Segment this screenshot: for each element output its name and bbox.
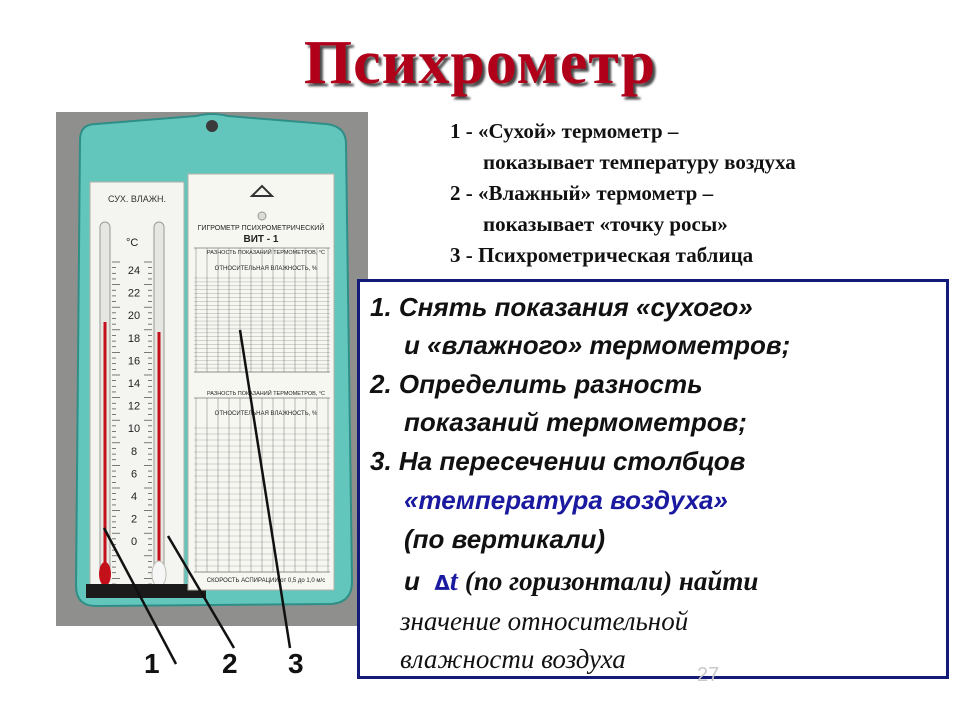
callout-line-1	[104, 528, 176, 664]
scale-label: 6	[130, 468, 138, 481]
table-header-1: РАЗНОСТЬ ПОКАЗАНИЙ ТЕРМОМЕТРОВ, °С	[206, 250, 326, 256]
table-header-3: РАЗНОСТЬ ПОКАЗАНИЙ ТЕРМОМЕТРОВ, °С	[206, 391, 326, 397]
step-3-and	[404, 566, 758, 598]
page-title: Психрометр	[303, 29, 657, 97]
scale-label: 10	[127, 423, 141, 436]
step-1-line-2: и «влажного» термометров;	[404, 330, 791, 360]
delta-symbol: Δ	[434, 571, 450, 595]
step-3-and-word: и	[404, 566, 420, 596]
step-1-line-1: 1. Снять показания «сухого»	[370, 292, 753, 322]
scale-label: 2	[130, 513, 138, 526]
scale-label: 12	[127, 400, 141, 413]
step-3-line-1: 3. На пересечении столбцов	[370, 446, 746, 476]
callout-1: 1	[144, 648, 160, 679]
scale-label: 16	[127, 355, 141, 368]
scale-label: 0	[130, 536, 138, 549]
step-2-line-1: 2. Определить разность	[370, 369, 703, 399]
step-3-line-2: «температура воздуха»	[404, 485, 728, 515]
callout-2: 2	[222, 648, 238, 679]
scale-label: 14	[127, 378, 141, 390]
steps-box	[357, 279, 949, 679]
step-3-line-5: значение относительной	[400, 606, 689, 636]
scale-unit: °С	[126, 237, 139, 249]
t-symbol: t	[449, 566, 458, 597]
page-number: 27	[697, 664, 720, 686]
callout-3: 3	[288, 648, 304, 679]
legend-item-2: 2 - «Влажный» термометр –	[450, 181, 714, 205]
table-footer: СКОРОСТЬ АСПИРАЦИИ от 0,5 до 1,0 м/с	[206, 578, 326, 584]
legend-item-1: 1 - «Сухой» термометр –	[450, 119, 679, 143]
legend-item-2-desc: показывает «точку росы»	[483, 212, 728, 236]
scale-label: 4	[130, 491, 138, 503]
step-3-line-3: (по вертикали)	[404, 524, 606, 554]
table-header-2: ОТНОСИТЕЛЬНАЯ ВЛАЖНОСТЬ, %	[214, 266, 318, 272]
table-header-4: ОТНОСИТЕЛЬНАЯ ВЛАЖНОСТЬ, %	[214, 411, 318, 417]
thermo-label: СУХ. ВЛАЖН.	[108, 194, 167, 204]
callout-line-2	[168, 536, 234, 648]
step-3-line-6: влажности воздуха	[400, 644, 626, 674]
legend-item-1-desc: показывает температуру воздуха	[483, 150, 796, 174]
step-3-line-4: (по горизонтали) найти	[464, 566, 759, 596]
table-title-2: ВИТ - 1	[243, 234, 279, 245]
legend-item-3: 3 - Психрометрическая таблица	[450, 243, 754, 267]
scale-label: 8	[130, 445, 138, 458]
table-title-1: ГИГРОМЕТР ПСИХРОМЕТРИЧЕСКИЙ	[197, 225, 325, 232]
scale-label: 20	[127, 310, 141, 323]
step-2-line-2: показаний термометров;	[404, 407, 747, 437]
scale-label: 22	[127, 287, 141, 300]
scale-label: 24	[127, 265, 141, 277]
scale-label: 18	[127, 332, 141, 345]
callout-line-3	[240, 330, 290, 648]
